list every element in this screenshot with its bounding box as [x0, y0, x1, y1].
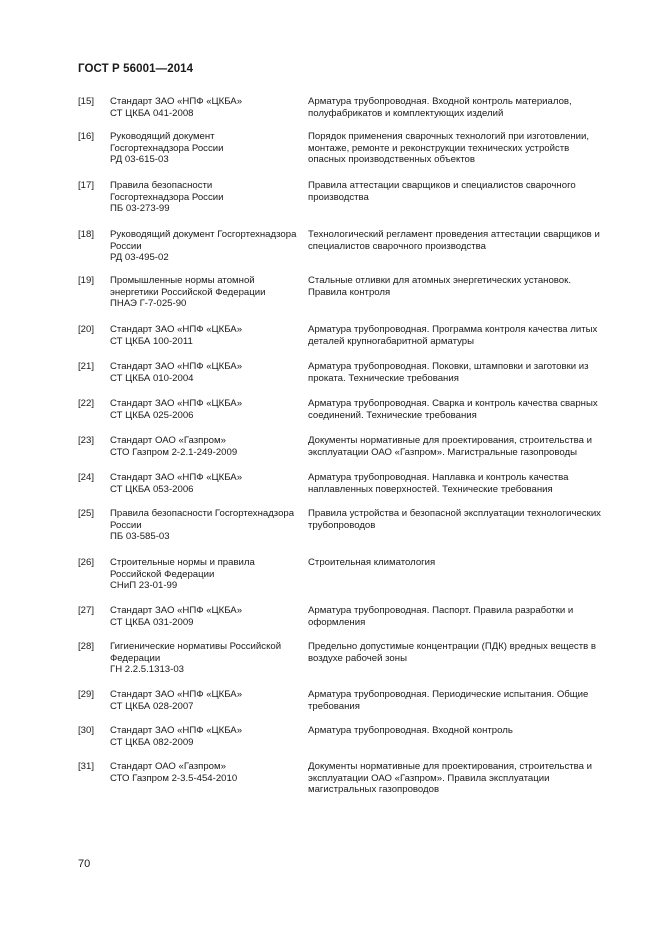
- reference-document: [110, 324, 310, 347]
- reference-number: [17]: [78, 180, 95, 191]
- reference-title: [308, 605, 615, 628]
- reference-title-line: опасных производственных объектов: [308, 154, 475, 166]
- reference-document: [110, 180, 310, 215]
- reference-document-line: СТО Газпром 2-2.1-249-2009: [110, 446, 238, 458]
- reference-document-line: Стандарт ЗАО «НПФ «ЦКБА»: [110, 689, 243, 700]
- reference-document-line: Российской Федерации: [110, 568, 215, 580]
- reference-document-line: РД 03-615-03: [110, 154, 169, 166]
- reference-title-line: оформления: [308, 616, 366, 628]
- reference-document-line: Руководящий документ Госгортехнадзора: [110, 229, 297, 240]
- reference-title-line: трубопроводов: [308, 519, 376, 531]
- reference-title: [308, 275, 615, 298]
- reference-document: [110, 725, 310, 748]
- reference-title-line: Арматура трубопроводная. Сварка и контроль качества сварных: [308, 398, 598, 409]
- reference-number: [27]: [78, 605, 95, 616]
- reference-document-line: России: [110, 240, 142, 252]
- reference-title-line: Технологический регламент проведения аттестации сварщиков и: [308, 229, 600, 240]
- reference-document: [110, 96, 310, 119]
- reference-document-line: СТ ЦКБА 041-2008: [110, 107, 194, 119]
- reference-document: [110, 472, 310, 495]
- reference-title: [308, 324, 615, 347]
- reference-title-line: полуфабрикатов и комплектующих изделий: [308, 107, 504, 119]
- reference-title: [308, 508, 615, 531]
- reference-document-line: СТ ЦКБА 031-2009: [110, 616, 194, 628]
- reference-title: [308, 96, 615, 119]
- reference-title-line: Строительная климатология: [308, 557, 436, 568]
- reference-number: [26]: [78, 557, 95, 568]
- reference-document: [110, 761, 310, 784]
- reference-document-line: Стандарт ЗАО «НПФ «ЦКБА»: [110, 398, 243, 409]
- reference-title: [308, 557, 615, 569]
- reference-document-line: Стандарт ЗАО «НПФ «ЦКБА»: [110, 324, 243, 335]
- reference-document-line: СТО Газпром 2-3.5-454-2010: [110, 772, 238, 784]
- reference-document: [110, 508, 310, 543]
- reference-number: [28]: [78, 641, 95, 652]
- reference-document-line: СТ ЦКБА 053-2006: [110, 483, 194, 495]
- reference-number: [23]: [78, 435, 95, 446]
- reference-document-line: Стандарт ОАО «Газпром»: [110, 435, 226, 446]
- reference-title-line: наплавленных поверхностей. Технические требования: [308, 483, 553, 495]
- reference-title-line: эксплуатации ОАО «Газпром». Магистральные газопроводы: [308, 446, 577, 458]
- reference-document-line: СТ ЦКБА 082-2009: [110, 736, 194, 748]
- reference-title: [308, 725, 615, 737]
- reference-document-line: энергетики Российской Федерации: [110, 286, 266, 298]
- reference-title-line: Правила устройства и безопасной эксплуатации технологических: [308, 508, 601, 519]
- reference-title-line: Порядок применения сварочных технологий при изготовлении,: [308, 131, 590, 142]
- reference-document-line: Стандарт ЗАО «НПФ «ЦКБА»: [110, 361, 243, 372]
- document-header: ГОСТ Р 56001—2014: [78, 63, 194, 75]
- reference-number: [18]: [78, 229, 95, 240]
- reference-document: [110, 131, 310, 166]
- reference-document-line: Промышленные нормы атомной: [110, 275, 255, 286]
- reference-number: [19]: [78, 275, 95, 286]
- reference-document-line: Правила безопасности Госгортехнадзора: [110, 508, 295, 519]
- reference-document-line: Госгортехнадзора России: [110, 142, 224, 154]
- reference-document-line: Строительные нормы и правила: [110, 557, 255, 568]
- reference-document-line: СТ ЦКБА 028-2007: [110, 700, 194, 712]
- reference-title-line: Арматура трубопроводная. Программа контроля качества литых: [308, 324, 598, 335]
- reference-document-line: ГН 2.2.5.1313-03: [110, 664, 185, 676]
- reference-document: [110, 435, 310, 458]
- reference-title-line: требования: [308, 700, 360, 712]
- page-number: 70: [78, 858, 91, 870]
- reference-title-line: воздухе рабочей зоны: [308, 652, 407, 664]
- reference-document: [110, 689, 310, 712]
- reference-title-line: Арматура трубопроводная. Периодические испытания. Общие: [308, 689, 589, 700]
- reference-title-line: Правила аттестации сварщиков и специалистов сварочного: [308, 180, 576, 191]
- reference-title-line: Арматура трубопроводная. Поковки, штамповки и заготовки из: [308, 361, 589, 372]
- reference-title: [308, 435, 615, 458]
- reference-number: [15]: [78, 96, 95, 107]
- reference-document-line: РД 03-495-02: [110, 252, 169, 264]
- reference-document-line: ПБ 03-585-03: [110, 531, 170, 543]
- reference-title-line: монтаже, ремонте и реконструкции технических устройств: [308, 142, 570, 154]
- reference-document-line: Федерации: [110, 652, 161, 664]
- reference-title-line: Арматура трубопроводная. Входной контроль материалов,: [308, 96, 572, 107]
- reference-number: [29]: [78, 689, 95, 700]
- reference-title-line: Правила контроля: [308, 286, 391, 298]
- reference-number: [20]: [78, 324, 95, 335]
- reference-document-line: Правила безопасности: [110, 180, 213, 191]
- reference-title-line: магистральных газопроводов: [308, 784, 440, 796]
- reference-document-line: ПНАЭ Г-7-025-90: [110, 298, 187, 310]
- reference-title-line: Стальные отливки для атомных энергетических установок.: [308, 275, 571, 286]
- reference-document-line: Руководящий документ: [110, 131, 215, 142]
- reference-title-line: Арматура трубопроводная. Паспорт. Правила разработки и: [308, 605, 574, 616]
- reference-title-line: Документы нормативные для проектирования, строительства и: [308, 435, 593, 446]
- reference-title: [308, 131, 615, 166]
- reference-document: [110, 641, 310, 676]
- reference-document-line: Госгортехнадзора России: [110, 191, 224, 203]
- reference-document: [110, 361, 310, 384]
- reference-document-line: ПБ 03-273-99: [110, 203, 170, 215]
- reference-title-line: соединений. Технические требования: [308, 409, 477, 421]
- reference-title-line: Предельно допустимые концентрации (ПДК) вредных веществ в: [308, 641, 596, 652]
- reference-number: [22]: [78, 398, 95, 409]
- reference-number: [16]: [78, 131, 95, 142]
- reference-title: [308, 229, 615, 252]
- reference-number: [31]: [78, 761, 95, 772]
- reference-title-line: проката. Технические требования: [308, 372, 459, 384]
- reference-title: [308, 180, 615, 203]
- reference-title: [308, 761, 615, 796]
- reference-document-line: Стандарт ЗАО «НПФ «ЦКБА»: [110, 96, 243, 107]
- reference-title-line: Арматура трубопроводная. Входной контроль: [308, 725, 513, 736]
- reference-document: [110, 605, 310, 628]
- reference-title-line: специалистов сварочного производства: [308, 240, 487, 252]
- reference-title-line: Арматура трубопроводная. Наплавка и контроль качества: [308, 472, 569, 483]
- reference-number: [21]: [78, 361, 95, 372]
- reference-document-line: СТ ЦКБА 100-2011: [110, 335, 193, 347]
- reference-document-line: Стандарт ЗАО «НПФ «ЦКБА»: [110, 472, 243, 483]
- reference-title: [308, 689, 615, 712]
- reference-document-line: Гигиенические нормативы Российской: [110, 641, 282, 652]
- reference-number: [25]: [78, 508, 95, 519]
- reference-title-line: Документы нормативные для проектирования, строительства и: [308, 761, 593, 772]
- reference-document-line: Стандарт ОАО «Газпром»: [110, 761, 226, 772]
- reference-title: [308, 641, 615, 664]
- reference-document-line: СНиП 23-01-99: [110, 580, 178, 592]
- reference-title-line: производства: [308, 191, 369, 203]
- reference-document-line: СТ ЦКБА 025-2006: [110, 409, 194, 421]
- reference-title-line: эксплуатации ОАО «Газпром». Правила эксплуатации: [308, 772, 550, 784]
- reference-document-line: Стандарт ЗАО «НПФ «ЦКБА»: [110, 725, 243, 736]
- reference-document: [110, 398, 310, 421]
- reference-document-line: СТ ЦКБА 010-2004: [110, 372, 194, 384]
- reference-document: [110, 229, 310, 264]
- reference-number: [30]: [78, 725, 95, 736]
- reference-number: [24]: [78, 472, 95, 483]
- reference-document: [110, 275, 310, 310]
- reference-title: [308, 472, 615, 495]
- reference-title-line: деталей крупногабаритной арматуры: [308, 335, 475, 347]
- reference-document-line: России: [110, 519, 142, 531]
- reference-document: [110, 557, 310, 592]
- reference-title: [308, 361, 615, 384]
- reference-title: [308, 398, 615, 421]
- reference-document-line: Стандарт ЗАО «НПФ «ЦКБА»: [110, 605, 243, 616]
